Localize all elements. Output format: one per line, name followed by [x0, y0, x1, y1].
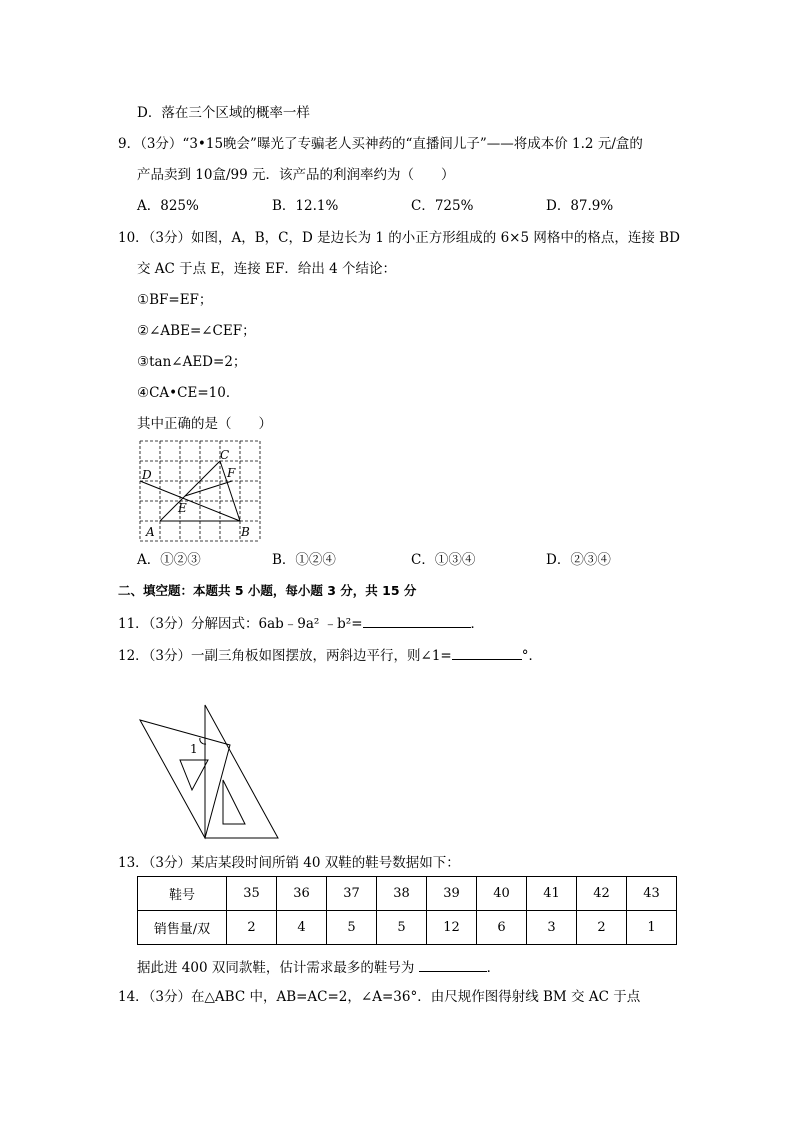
table-cell: 2	[227, 911, 277, 945]
label-d: D	[142, 468, 152, 482]
table-cell: 43	[627, 877, 677, 911]
label-c: C	[220, 448, 230, 462]
table-cell: 12	[427, 911, 477, 945]
q10-option-c: C．①③④	[411, 552, 476, 568]
q10-conclusion-3: ③tan∠AED=2；	[137, 354, 247, 370]
left-set-square-hole	[180, 760, 208, 790]
q10-conclusion-1: ①BF=EF；	[137, 292, 213, 308]
q8-option-d: D．落在三个区域的概率一样	[137, 105, 310, 121]
q10-grid-figure	[130, 435, 270, 547]
table-cell: 1	[627, 911, 677, 945]
table-cell: 3	[527, 911, 577, 945]
q12-end: °．	[521, 648, 542, 664]
q9-stem-line2: 产品卖到 10盒/99 元．该产品的利润率约为（ ）	[137, 167, 455, 183]
q12-triangle-figure	[130, 700, 290, 845]
table-cell: 41	[527, 877, 577, 911]
q13-shoe-table	[137, 876, 677, 945]
segment-ac	[160, 461, 220, 521]
label-e: E	[178, 501, 187, 515]
table-header-sales: 销售量/双	[138, 911, 227, 945]
q11-text: 11．（3分）分解因式：6ab﹣9a² ﹣b²=	[118, 616, 363, 632]
label-a: A	[146, 525, 155, 539]
table-cell: 5	[327, 911, 377, 945]
q10-stem-line1: 10．（3分）如图，A，B，C，D 是边长为 1 的小正方形组成的 6×5 网格中的格点，连接 BD	[118, 230, 680, 246]
q11-answer-blank[interactable]	[363, 613, 471, 628]
q9-option-a: A．825%	[137, 198, 199, 214]
table-row	[138, 911, 677, 945]
table-cell: 6	[477, 911, 527, 945]
q13-stem: 13．（3分）某店某段时间所销 40 双鞋的鞋号数据如下：	[118, 855, 460, 871]
q13-after-text: 据此进 400 双同款鞋，估计需求最多的鞋号为	[137, 960, 415, 976]
q9-option-b: B．12.1%	[272, 198, 339, 214]
table-cell: 37	[327, 877, 377, 911]
q13-answer-blank[interactable]	[419, 957, 487, 972]
table-cell: 42	[577, 877, 627, 911]
table-cell: 40	[477, 877, 527, 911]
q12-text: 12．（3分）一副三角板如图摆放，两斜边平行，则∠1=	[118, 648, 452, 664]
q11-end: ．	[470, 616, 485, 632]
label-b: B	[241, 525, 250, 539]
q10-prompt: 其中正确的是（ ）	[137, 416, 272, 432]
table-cell: 4	[277, 911, 327, 945]
right-set-square-hole	[223, 780, 245, 824]
q12-answer-blank[interactable]	[452, 645, 522, 660]
left-set-square	[140, 720, 230, 838]
q9-stem-line1: 9．（3分）“3•15晚会”曝光了专骗老人买神药的“直播间儿子”——将成本价 1.2 元/盒的	[118, 136, 643, 152]
table-header-size: 鞋号	[138, 877, 227, 911]
table-cell: 38	[377, 877, 427, 911]
q10-option-d: D．②③④	[546, 552, 611, 568]
label-f: F	[227, 466, 236, 480]
table-cell: 39	[427, 877, 477, 911]
q10-conclusion-2: ②∠ABE=∠CEF；	[137, 323, 256, 339]
figure-segments	[140, 461, 240, 521]
angle-1-label: 1	[190, 742, 198, 756]
q10-option-a: A．①②③	[137, 552, 201, 568]
q13-after	[137, 957, 500, 977]
q11	[118, 613, 484, 633]
q10-stem-line2: 交 AC 于点 E，连接 EF．给出 4 个结论：	[137, 261, 396, 277]
q14-stem: 14．（3分）在△ABC 中，AB=AC=2，∠A=36°．由尺规作图得射线 BM 交 AC 于点	[118, 989, 641, 1005]
q10-option-b: B．①②④	[272, 552, 336, 568]
q12	[118, 645, 542, 665]
table-cell: 36	[277, 877, 327, 911]
table-row	[138, 877, 677, 911]
q9-option-c: C．725%	[411, 198, 474, 214]
q10-conclusion-4: ④CA•CE=10．	[137, 385, 240, 401]
table-cell: 5	[377, 911, 427, 945]
section-2-heading: 二、填空题：本题共 5 小题，每小题 3 分，共 15 分	[118, 583, 417, 598]
table-cell: 35	[227, 877, 277, 911]
table-cell: 2	[577, 911, 627, 945]
q9-option-d: D．87.9%	[546, 198, 614, 214]
q13-end: ．	[486, 960, 501, 976]
